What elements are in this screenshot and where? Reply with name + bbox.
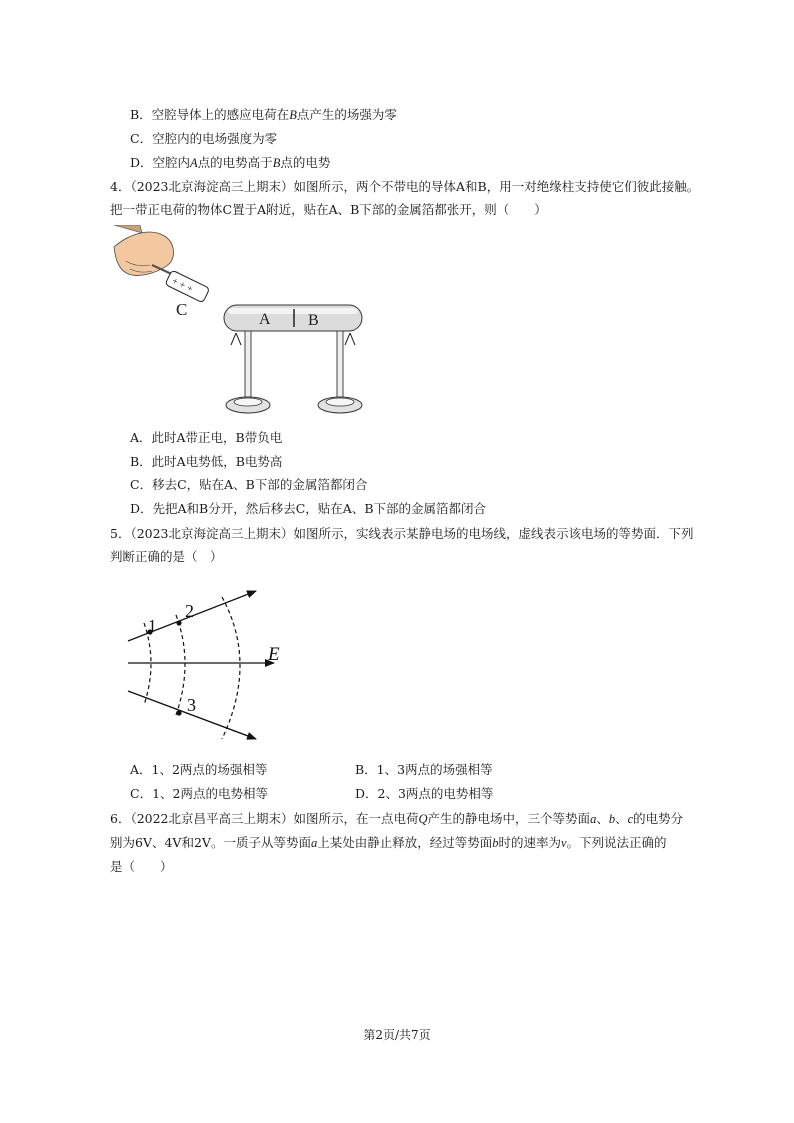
label-a: A: [259, 311, 271, 328]
point-2: [176, 620, 181, 625]
q3-option-d: D．空腔内A点的电势高于B点的电势: [130, 155, 331, 170]
point-3: [176, 710, 181, 715]
q5-option-c: C．1、2两点的电势相等: [130, 786, 268, 801]
q3-option-c: C．空腔内的电场强度为零: [130, 131, 278, 146]
label-point-1: 1: [148, 616, 157, 635]
q4-stem-line1: 4．（2023北京海淀高三上期末）如图所示，两个不带电的导体A和B，用一对绝缘柱支持使它们彼此接触。: [110, 179, 700, 194]
q5-field-figure: [118, 583, 298, 745]
q5-option-b: B．1、3两点的场强相等: [355, 762, 493, 777]
q4-option-a: A．此时A带正电，B带负电: [130, 430, 283, 445]
label-b: B: [308, 312, 319, 329]
q4-option-b: B．此时A电势低，B电势高: [130, 454, 283, 469]
q4-option-c: C．移去C，贴在A、B下部的金属箔都闭合: [130, 477, 368, 492]
foil-b: [345, 333, 355, 345]
q4-option-d: D．先把A和B分开，然后移去C，贴在A、B下部的金属箔都闭合: [130, 501, 487, 516]
page-footer: 第2页/共7页: [363, 1028, 431, 1042]
q3-option-b: B．空腔导体上的感应电荷在B点产生的场强为零: [130, 107, 397, 122]
q5-stem-line1: 5．（2023北京海淀高三上期末）如图所示，实线表示某静电场的电场线，虚线表示该电场的等势面．下列: [110, 526, 694, 541]
q4-conductor-figure: [112, 225, 392, 420]
q5-option-d: D．2、3两点的电势相等: [355, 786, 494, 801]
q6-stem-line1: 6．（2022北京昌平高三上期末）如图所示，在一点电荷Q产生的静电场中，三个等势面a、b、c的电势分: [110, 811, 684, 826]
q5-stem-line2: 判断正确的是（ ）: [110, 549, 223, 564]
q4-stem-line2: 把一带正电荷的物体C置于A附近，贴在A、B下部的金属箔都张开，则（ ）: [110, 202, 547, 217]
stand-right: [318, 331, 362, 413]
conductor-ab: [224, 305, 362, 331]
hand-holding-rod: [114, 225, 173, 275]
foil-a: [231, 333, 241, 345]
equipotential-3: [222, 597, 240, 739]
stand-left: [226, 331, 270, 413]
equipotential-1: [144, 623, 151, 705]
q6-stem-line2: 别为6V、4V和2V。一质子从等势面a上某处由静止释放，经过等势面b时的速率为v。下列说法正确的: [110, 835, 667, 850]
equipotential-2: [176, 615, 185, 715]
label-e: E: [268, 644, 280, 665]
q5-option-a: A．1、2两点的场强相等: [130, 762, 268, 777]
svg-text:+ + +: + + +: [169, 275, 195, 296]
label-point-2: 2: [185, 601, 194, 621]
charged-object-c: [165, 270, 210, 303]
label-point-3: 3: [187, 695, 196, 715]
q6-stem-line3: 是（ ）: [110, 859, 173, 874]
label-c: C: [176, 300, 188, 319]
